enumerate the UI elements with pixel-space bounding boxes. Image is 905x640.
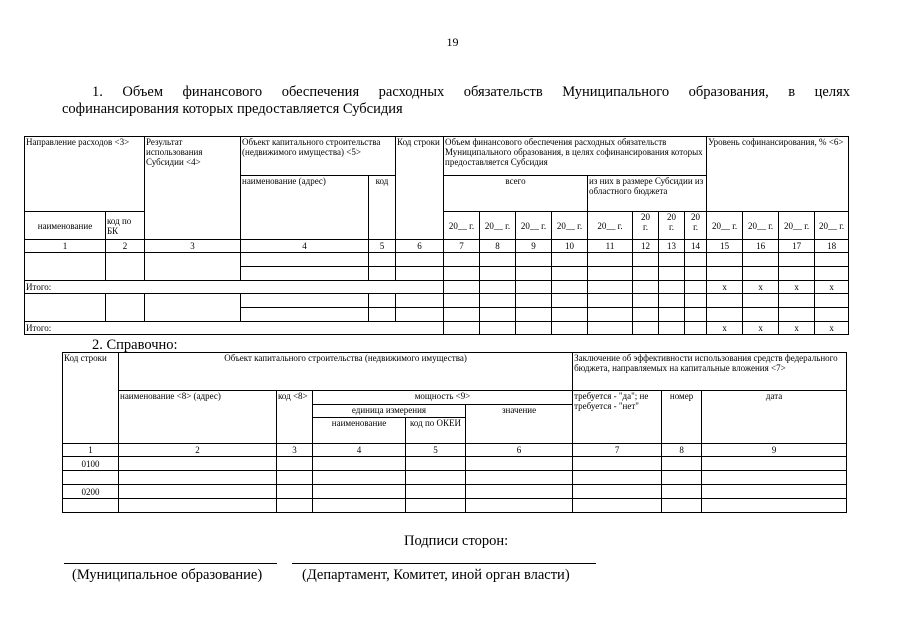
- header-year-9: 20__ г.: [707, 212, 743, 240]
- header-object: Объект капитального строительства (недвижимого имущества): [119, 353, 573, 391]
- header-code-bk: код по БК: [106, 212, 145, 240]
- col-num: 9: [702, 444, 847, 457]
- page-number: 19: [446, 35, 459, 49]
- header-name: наименование: [25, 212, 106, 240]
- table-row: [63, 485, 847, 499]
- header-unit-name: наименование: [313, 418, 406, 444]
- header-year-11: 20__ г.: [779, 212, 815, 240]
- table-row: [25, 294, 849, 308]
- row-code: 0200: [63, 485, 119, 499]
- header-year-12: 20__ г.: [815, 212, 849, 240]
- header-code: код <8>: [277, 391, 313, 444]
- col-num: 4: [241, 240, 369, 253]
- header-direction: Направление расходов <3>: [25, 137, 145, 212]
- heading-line-2: софинансирования которых предоставляется Субсидия: [62, 101, 403, 117]
- col-num: 14: [685, 240, 707, 253]
- x-mark: x: [815, 322, 849, 335]
- col-num: 2: [106, 240, 145, 253]
- row-code: 0100: [63, 457, 119, 471]
- x-mark: x: [815, 281, 849, 294]
- total-row: [25, 281, 849, 294]
- funding-table: [24, 136, 849, 335]
- col-num: 17: [779, 240, 815, 253]
- total-row: [25, 322, 849, 335]
- col-num: 8: [480, 240, 516, 253]
- header-of-which: из них в размере Субсидии из областного бюджета: [588, 176, 707, 212]
- header-code-row: Код строки: [396, 137, 444, 240]
- header-okei: код по ОКЕИ: [406, 418, 466, 444]
- col-num: 2: [119, 444, 277, 457]
- col-num: 5: [369, 240, 396, 253]
- col-num: 9: [516, 240, 552, 253]
- reference-table: [62, 352, 847, 513]
- x-mark: x: [779, 281, 815, 294]
- x-mark: x: [779, 322, 815, 335]
- col-num: 7: [444, 240, 480, 253]
- header-value: значение: [466, 405, 573, 444]
- col-num: 12: [633, 240, 659, 253]
- column-number-row: [25, 240, 849, 253]
- x-mark: x: [707, 322, 743, 335]
- header-year-4: 20__ г.: [552, 212, 588, 240]
- total-label: Итого:: [25, 322, 444, 335]
- header-number: номер: [662, 391, 702, 444]
- header-unit: единица измерения: [313, 405, 466, 418]
- section-2-title: 2. Справочно:: [92, 337, 178, 353]
- header-result: Результат использования Субсидии <4>: [145, 137, 241, 240]
- header-year-6: 20 г.: [633, 212, 659, 240]
- table-row: [63, 499, 847, 513]
- signature-caption-right: (Департамент, Комитет, иной орган власти): [302, 567, 570, 583]
- section-1-heading: [62, 84, 850, 118]
- header-level: Уровень софинансирования, % <6>: [707, 137, 849, 212]
- col-num: 4: [313, 444, 406, 457]
- header-date: дата: [702, 391, 847, 444]
- table-row: [63, 471, 847, 485]
- col-num: 1: [25, 240, 106, 253]
- header-object: Объект капитального строительства (недвижимого имущества) <5>: [241, 137, 396, 176]
- header-year-1: 20__ г.: [444, 212, 480, 240]
- header-year-2: 20__ г.: [480, 212, 516, 240]
- column-number-row: [63, 444, 847, 457]
- total-label: Итого:: [25, 281, 444, 294]
- x-mark: x: [743, 281, 779, 294]
- x-mark: x: [707, 281, 743, 294]
- signature-caption-left: (Муниципальное образование): [72, 567, 263, 583]
- signature-line-right: [292, 563, 596, 564]
- heading-line-1: 1. Объем финансового обеспечения расходных обязательств Муниципального образования, в целях: [92, 84, 850, 100]
- col-num: 8: [662, 444, 702, 457]
- col-num: 13: [659, 240, 685, 253]
- col-num: 1: [63, 444, 119, 457]
- col-num: 18: [815, 240, 849, 253]
- header-year-10: 20__ г.: [743, 212, 779, 240]
- signatures-title: Подписи сторон:: [404, 533, 509, 549]
- col-num: 11: [588, 240, 633, 253]
- col-num: 15: [707, 240, 743, 253]
- table-row: [25, 253, 849, 267]
- header-year-3: 20__ г.: [516, 212, 552, 240]
- header-required: требуется - "да"; не требуется - "нет": [573, 391, 662, 444]
- signature-line-left: [64, 563, 277, 564]
- col-num: 10: [552, 240, 588, 253]
- col-num: 3: [277, 444, 313, 457]
- col-num: 7: [573, 444, 662, 457]
- col-num: 3: [145, 240, 241, 253]
- table-row: [63, 457, 847, 471]
- header-name: наименование <8> (адрес): [119, 391, 277, 444]
- header-object-name: наименование (адрес): [241, 176, 369, 240]
- x-mark: x: [743, 322, 779, 335]
- col-num: 6: [466, 444, 573, 457]
- header-object-code: код: [369, 176, 396, 240]
- header-year-5: 20__ г.: [588, 212, 633, 240]
- header-conclusion: Заключение об эффективности использования средств федерального бюджета, направляемых на капитальные вложения <7>: [573, 353, 847, 391]
- header-year-7: 20 г.: [659, 212, 685, 240]
- header-capacity: мощность <9>: [313, 391, 573, 405]
- header-code-row: Код строки: [63, 353, 119, 444]
- header-total: всего: [444, 176, 588, 212]
- col-num: 16: [743, 240, 779, 253]
- header-volume: Объем финансового обеспечения расходных обязательств Муниципального образования, в целях софинансирования которых предоставляется Субсидия: [444, 137, 707, 176]
- header-year-8: 20 г.: [685, 212, 707, 240]
- col-num: 6: [396, 240, 444, 253]
- col-num: 5: [406, 444, 466, 457]
